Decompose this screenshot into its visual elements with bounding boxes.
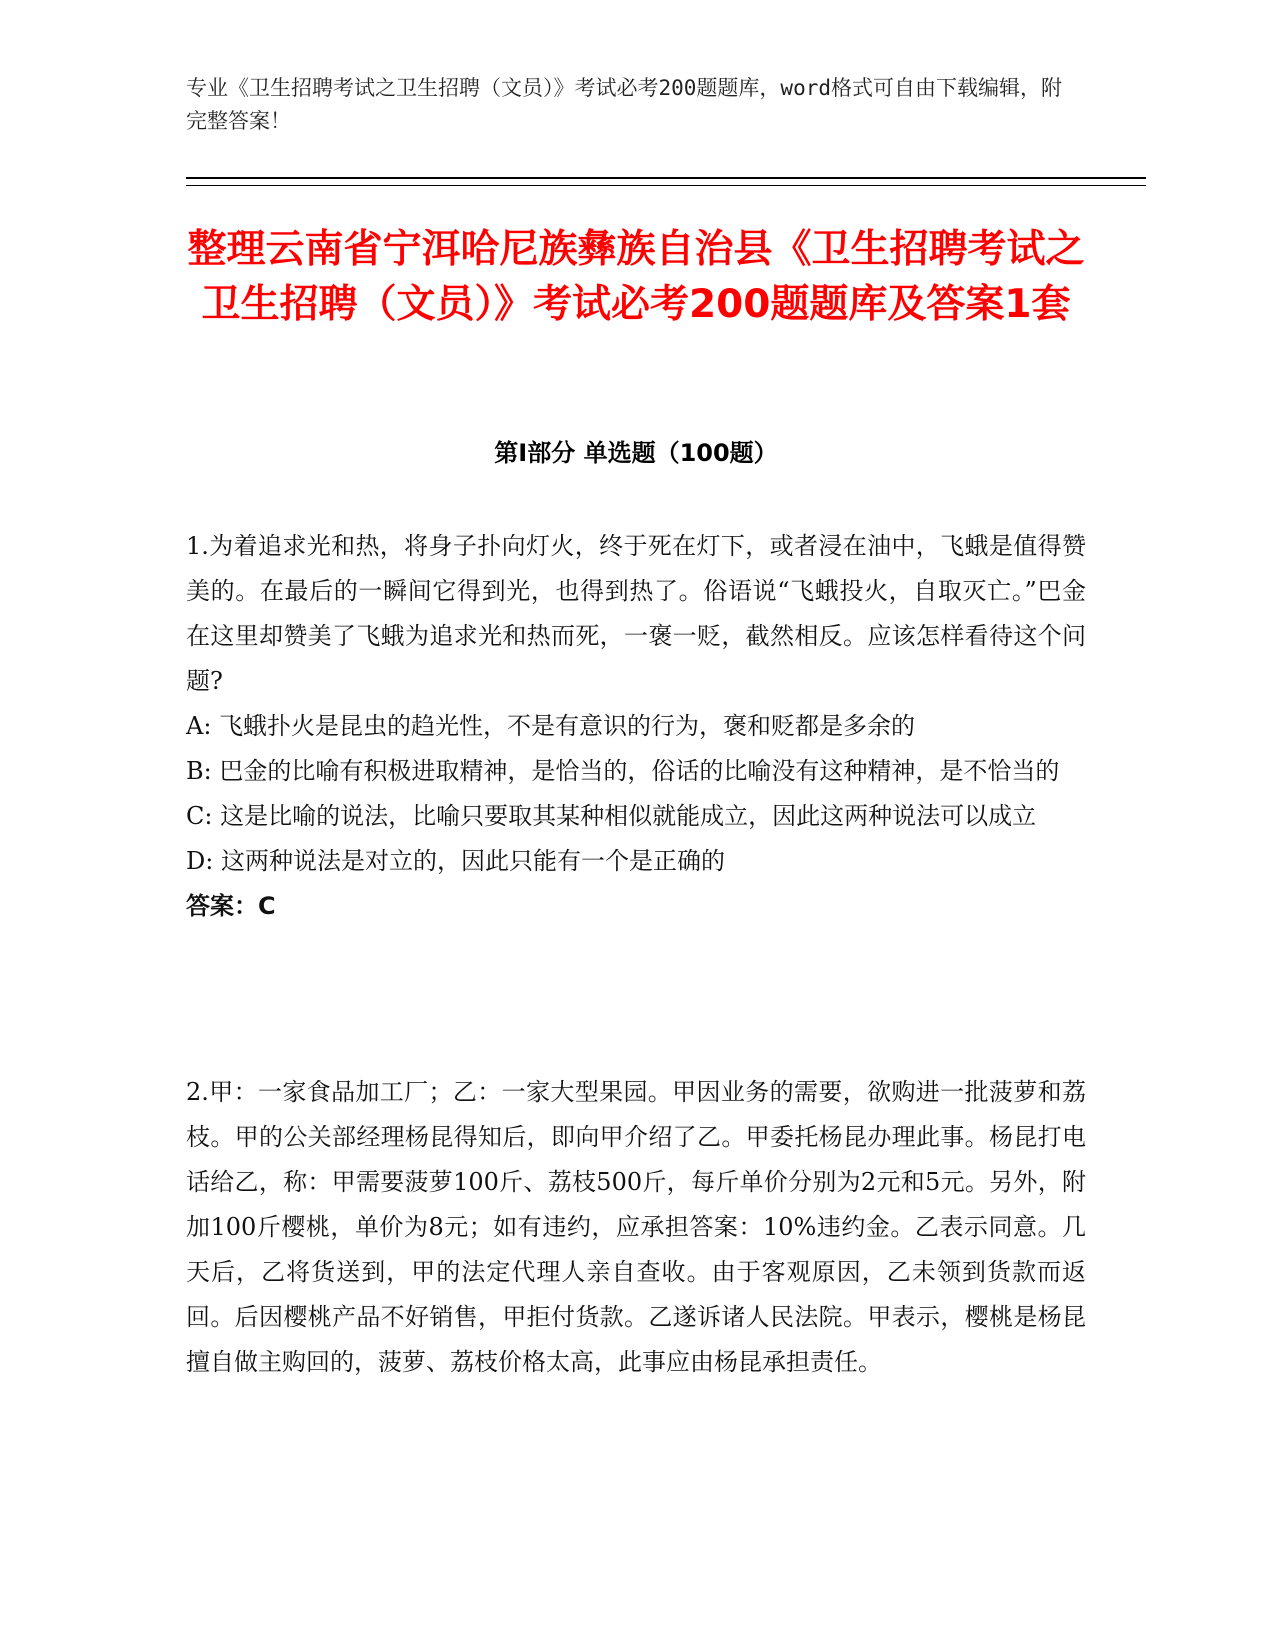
option-d: D: 这两种说法是对立的，因此只能有一个是正确的 <box>186 847 725 875</box>
question-2 <box>186 1070 1086 1385</box>
header-rule-thin <box>186 185 1146 186</box>
question-1 <box>186 524 1086 929</box>
question-stem: 1.为着追求光和热，将身子扑向灯火，终于死在灯下，或者浸在油中，飞蛾是值得赞美的。在最后的一瞬间它得到光，也得到热了。俗语说“飞蛾投火，自取灭亡。”巴金在这里却赞美了飞蛾为追求光和热而死，一褒一贬，截然相反。应该怎样看待这个问题? <box>186 532 1086 695</box>
question-stem: 2.甲：一家食品加工厂；乙：一家大型果园。甲因业务的需要，欲购进一批菠萝和荔枝。甲的公关部经理杨昆得知后，即向甲介绍了乙。甲委托杨昆办理此事。杨昆打电话给乙，称：甲需要菠萝100斤、荔枝500斤，每斤单价分别为2元和5元。另外，附加100斤樱桃，单价为8元；如有违约，应承担答案：10%违约金。乙表示同意。几天后，乙将货送到，甲的法定代理人亲自查收。由于客观原因，乙未领到货款而返回。后因樱桃产品不好销售，甲拒付货款。乙遂诉诸人民法院。甲表示，樱桃是杨昆擅自做主购回的，菠萝、荔枝价格太高，此事应由杨昆承担责任。 <box>186 1078 1086 1376</box>
answer-label: 答案：C <box>186 892 276 920</box>
page-header: 专业《卫生招聘考试之卫生招聘（文员）》考试必考200题题库，word格式可自由下载编辑，附完整答案！ <box>186 76 1062 133</box>
option-b: B: 巴金的比喻有积极进取精神，是恰当的，俗话的比喻没有这种精神，是不恰当的 <box>186 757 1060 785</box>
header-rule-thick <box>186 177 1146 179</box>
document-title: 整理云南省宁洱哈尼族彝族自治县《卫生招聘考试之卫生招聘（文员）》考试必考200题题库及答案1套 <box>187 227 1085 327</box>
section-title: 第I部分 单选题（100题） <box>494 439 778 467</box>
option-c: C: 这是比喻的说法，比喻只要取其某种相似就能成立，因此这两种说法可以成立 <box>186 802 1037 830</box>
option-a: A: 飞蛾扑火是昆虫的趋光性，不是有意识的行为，褒和贬都是多余的 <box>186 712 916 740</box>
